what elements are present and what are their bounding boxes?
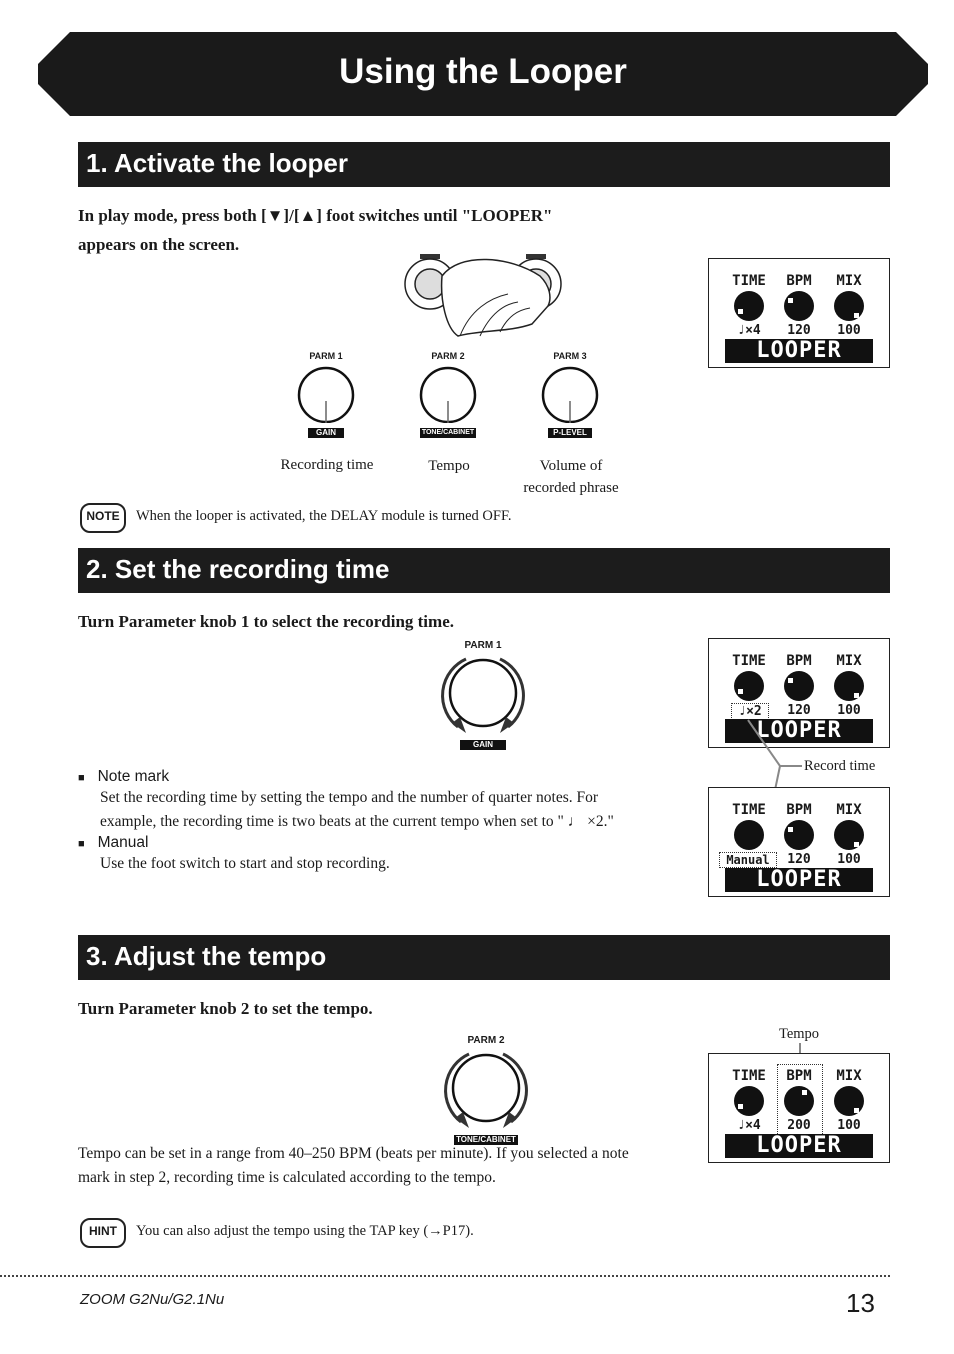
rotate-knob-icon [438, 651, 528, 735]
lcd-screen-note: TIME BPM MIX ♩×2 120 100 LOOPER [708, 638, 890, 748]
lcd-screen-manual: TIME BPM MIX Manual 120 100 LOOPER [708, 787, 890, 897]
time-dial-icon [734, 291, 764, 321]
tempo-label: Tempo [428, 458, 470, 474]
rotate-knob-icon [440, 1046, 532, 1130]
section-title: 1. Activate the looper [86, 148, 348, 178]
knob-dial-icon [540, 361, 600, 423]
knob-dial-icon [418, 361, 478, 423]
bpm-dial-icon [784, 820, 814, 850]
mix-dial-icon [834, 1086, 864, 1116]
lcd-screen-tempo: TIME BPM MIX ♩×4 200 100 LOOPER [708, 1053, 890, 1163]
recording-time-label: Recording time [280, 457, 374, 473]
page-title: Using the Looper [339, 52, 627, 91]
tempo-description: Tempo can be set in a range from 40–250 BPM (beats per minute). If you selected a note mark in step 2, recording time is calculated according to the tempo. [78, 1145, 629, 1186]
hint-badge: HINT [80, 1218, 126, 1248]
knob-dial-icon [296, 361, 356, 423]
list-item: ■ Note mark [78, 768, 170, 785]
footer-divider [0, 1275, 890, 1277]
bpm-dial-icon [784, 671, 814, 701]
bullet-list: ■ Note mark Set the recording time by setting the tempo and the number of quarter notes. For example, the recording time is two beats at the current tempo when set to " ♩ ×2." ■ Manual Use the foot switch to start and stop recording. [78, 768, 688, 876]
knob-parm1-rotate[interactable]: PARM 1 GAIN [438, 640, 528, 750]
time-dial-icon [734, 820, 764, 850]
footer-model: ZOOM G2Nu/G2.1Nu [80, 1291, 225, 1308]
knob-parm3[interactable]: PARM 3 P-LEVEL [540, 351, 600, 438]
knob-parm2-rotate[interactable]: PARM 2 TONE/CABINET [440, 1035, 532, 1145]
hint-text: You can also adjust the tempo using the TAP key (→P17). [136, 1223, 474, 1239]
instruction-text: Turn Parameter knob 2 to set the tempo. [78, 999, 373, 1018]
foot-switch-illustration [400, 250, 580, 342]
knob-parm2[interactable]: PARM 2 TONE/CABINET [418, 351, 478, 438]
knob-parm1[interactable]: PARM 1 GAIN [296, 351, 356, 438]
lcd-screen: TIME BPM MIX ♩×4 120 100 LOOPER [708, 258, 890, 368]
section-header-recording-time [78, 548, 890, 593]
tempo-callout-label: Tempo [779, 1026, 820, 1042]
section-header-tempo [78, 935, 890, 980]
mix-dial-icon [834, 671, 864, 701]
section-header-activate [78, 142, 890, 187]
time-dial-icon [734, 1086, 764, 1116]
list-item: ■ Manual [78, 834, 149, 851]
section-title: 2. Set the recording time [86, 554, 390, 584]
bpm-dial-icon [784, 291, 814, 321]
instruction-text: In play mode, press both [▼]/[▲] foot switches until "LOOPER" appears on the screen. [78, 206, 553, 254]
volume-label: Volume of recorded phrase [523, 458, 619, 496]
note-badge: NOTE [80, 503, 126, 533]
section-title: 3. Adjust the tempo [86, 941, 327, 971]
note-text: When the looper is activated, the DELAY module is turned OFF. [136, 508, 512, 524]
page-number: 13 [846, 1288, 875, 1318]
mix-dial-icon [834, 820, 864, 850]
time-dial-icon [734, 671, 764, 701]
instruction-text: Turn Parameter knob 1 to select the recording time. [78, 612, 454, 631]
mix-dial-icon [834, 291, 864, 321]
record-time-label: Record time [804, 758, 876, 774]
